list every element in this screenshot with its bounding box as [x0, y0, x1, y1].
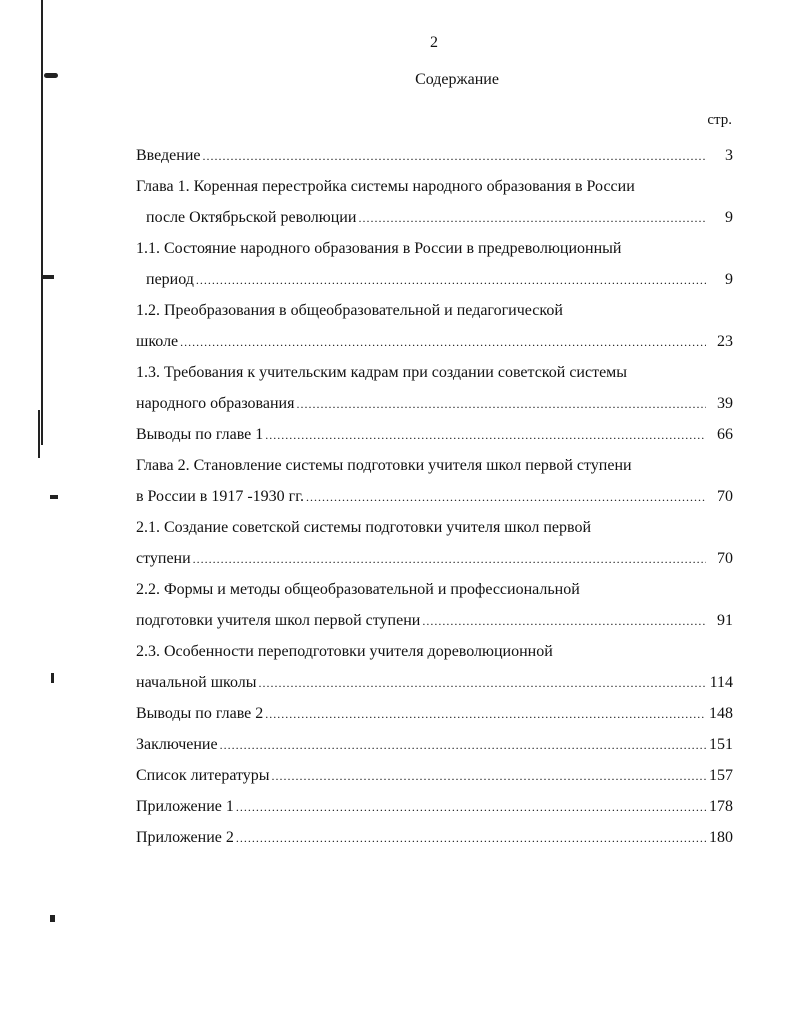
toc-entry[interactable]	[136, 636, 733, 698]
toc-entry[interactable]	[136, 698, 733, 729]
toc-entry-title: Выводы по главе 2	[136, 705, 264, 722]
toc-entry-title-line1: 1.1. Состояние народного образования в России в предреволюционный	[136, 240, 622, 257]
toc-entry-title: Выводы по главе 1	[136, 426, 264, 443]
toc-entry-page: 180	[709, 829, 733, 846]
toc-leader-dots	[236, 823, 706, 854]
toc-entry-title-line1: 2.3. Особенности переподготовки учителя дореволюционной	[136, 643, 553, 660]
toc-entry[interactable]	[136, 791, 733, 822]
toc-entry-title-line2: после Октябрьской революции	[146, 209, 357, 226]
toc-leader-dots	[193, 544, 706, 575]
toc-entry[interactable]	[136, 233, 733, 295]
toc-entry-page: 9	[725, 209, 733, 226]
toc-entry-title-line1: 1.3. Требования к учительским кадрам при создании советской системы	[136, 364, 628, 381]
toc-entry[interactable]	[136, 171, 733, 233]
toc-leader-dots	[422, 606, 706, 637]
toc-entry[interactable]	[136, 574, 733, 636]
toc-entry-title: Список литературы	[136, 767, 270, 784]
toc-entry-page: 114	[709, 674, 733, 691]
toc-entry-title-line2: в России в 1917 -1930 гг.	[136, 488, 304, 505]
toc-entry-title-line1: 1.2. Преобразования в общеобразовательной и педагогической	[136, 302, 563, 319]
scan-mark	[38, 410, 40, 458]
toc-entry-title: Приложение 2	[136, 829, 234, 846]
toc-entry[interactable]	[136, 450, 733, 512]
toc-entry[interactable]	[136, 760, 733, 791]
toc-entry-page: 66	[717, 426, 733, 443]
toc-leader-dots	[272, 761, 706, 792]
toc-entry[interactable]	[136, 419, 733, 450]
toc-entry-title-line1: Глава 2. Становление системы подготовки учителя школ первой ступени	[136, 457, 632, 474]
toc-leader-dots	[265, 699, 706, 730]
toc-leader-dots	[203, 141, 707, 172]
toc-entry-title-line2: период	[146, 271, 194, 288]
toc-entry-page: 39	[717, 395, 733, 412]
toc-entry-title-line1: Глава 1. Коренная перестройка системы народного образования в России	[136, 178, 635, 195]
toc-entry-page: 70	[717, 550, 733, 567]
toc-entry-page: 23	[717, 333, 733, 350]
toc-entry[interactable]	[136, 729, 733, 760]
scan-mark	[50, 915, 55, 922]
toc-entry-page: 9	[725, 271, 733, 288]
toc-entry-page: 3	[725, 147, 733, 164]
toc-entry-title-line2: школе	[136, 333, 179, 350]
toc-entry-title: Введение	[136, 147, 201, 164]
scan-mark	[50, 495, 58, 499]
toc-leader-dots	[296, 389, 706, 420]
toc-leader-dots	[358, 203, 706, 234]
toc-leader-dots	[180, 327, 706, 358]
toc-leader-dots	[265, 420, 706, 451]
toc-entry-page: 157	[709, 767, 733, 784]
toc-entry-title-line1: 2.1. Создание советской системы подготовки учителя школ первой	[136, 519, 592, 536]
scan-mark	[42, 275, 54, 279]
toc-entry-title-line2: начальной школы	[136, 674, 257, 691]
toc-leader-dots	[306, 482, 706, 513]
toc-entry-title-line2: народного образования	[136, 395, 295, 412]
toc-entry-page: 151	[709, 736, 733, 753]
toc-entry[interactable]	[136, 295, 733, 357]
toc-entry-page: 91	[717, 612, 733, 629]
toc-entry-title-line2: подготовки учителя школ первой ступени	[136, 612, 421, 629]
page-title: Содержание	[415, 71, 499, 88]
toc-entry-page: 70	[717, 488, 733, 505]
toc-entry-title: Заключение	[136, 736, 218, 753]
scan-mark	[51, 673, 54, 683]
toc-entry-title-line2: ступени	[136, 550, 191, 567]
table-of-contents	[136, 140, 733, 853]
toc-entry[interactable]	[136, 140, 733, 171]
toc-entry-page: 178	[709, 798, 733, 815]
toc-entry-page: 148	[709, 705, 733, 722]
toc-leader-dots	[196, 265, 706, 296]
page-number: 2	[430, 34, 438, 51]
toc-leader-dots	[236, 792, 706, 823]
toc-entry[interactable]	[136, 357, 733, 419]
toc-entry[interactable]	[136, 512, 733, 574]
scan-margin-line	[41, 0, 43, 445]
toc-leader-dots	[259, 668, 706, 699]
toc-leader-dots	[220, 730, 706, 761]
toc-entry-title-line1: 2.2. Формы и методы общеобразовательной и профессиональной	[136, 581, 580, 598]
page-column-header: стр.	[707, 112, 732, 128]
toc-entry-title: Приложение 1	[136, 798, 234, 815]
toc-entry[interactable]	[136, 822, 733, 853]
